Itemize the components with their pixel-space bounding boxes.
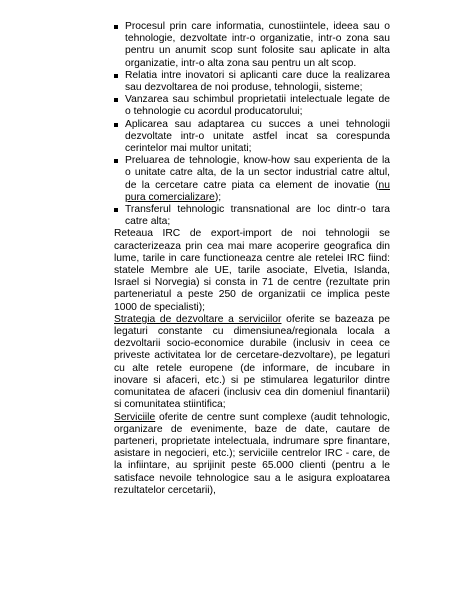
bullet-item-4 xyxy=(114,119,390,156)
strategy-text: oferite se bazeaza pe legaturi constante cu dimensiunea/regionala locala a dezvoltarii socio-economice durabile (inclusiv in ceea ce priveste activitatea lor de cercetare-dezvoltare), pe legaturi cu alte retele europene (de informare, de incubare in inovare si afaceri, etc.) si pe stimularea legaturilor dintre comunitatea de afaceri (inclusiv cea din domeniul finantarii) si comunitatea stiintifica; xyxy=(114,313,390,411)
bullet-text: Preluarea de tehnologie, know-how sau experienta de la o unitate catre alta, de la un sector industrial catre altul, de la cercetare catre piata ca element de inovatie ( xyxy=(125,155,390,191)
bullet-item-1 xyxy=(114,21,390,70)
bullet-text: Procesul prin care informatia, cunostiintele, ideea sau o tehnologie, dezvoltate intr-o organizatie, intr-o zona sau pentru un anumit scop sunt folosite sau aplicate in alta organizatie, intr-o alta zona sau pentru un alt scop. xyxy=(125,21,390,69)
services-paragraph xyxy=(114,412,390,497)
square-bullet-icon xyxy=(114,25,118,29)
document-page xyxy=(114,21,390,497)
square-bullet-icon xyxy=(114,159,118,163)
bullet-list xyxy=(114,21,390,228)
underlined-phrase: nu pura comercializare xyxy=(125,179,390,203)
bullet-text: Relatia intre inovatori si aplicanti care duce la realizarea sau dezvoltarea de noi produse, tehnologii, sisteme; xyxy=(125,69,390,94)
services-text: oferite de centre sunt complexe (audit tehnologic, organizare de evenimente, baze de date, cautare de parteneri, proprietate intelectuala, indrumare spre finantare, asistare in negocieri, etc.); serviciile centrelor IRC - care, de la infiintare, au sprijinit peste 65.000 clienti (pentru a le satisface nevoile tehnologice sau a le asigura exploatarea rezultatelor cercetarii), xyxy=(114,411,390,496)
bullet-text: Transferul tehnologic transnational are loc dintr-o tara catre alta; xyxy=(125,204,390,228)
strategy-paragraph xyxy=(114,314,390,412)
bullet-item-5 xyxy=(114,155,390,204)
bullet-item-6 xyxy=(114,204,390,228)
services-heading: Serviciile xyxy=(114,411,156,423)
bullet-text-end: ); xyxy=(214,191,222,203)
square-bullet-icon xyxy=(114,74,118,78)
bullet-item-2 xyxy=(114,70,390,94)
square-bullet-icon xyxy=(114,208,118,212)
bullet-item-3 xyxy=(114,94,390,118)
strategy-heading: Strategia de dezvoltare a serviciilor xyxy=(114,313,282,325)
bullet-text: Vanzarea sau schimbul proprietatii intelectuale legate de o tehnologie cu acordul producatorului; xyxy=(125,94,390,118)
square-bullet-icon xyxy=(114,98,118,102)
network-paragraph: Reteaua IRC de export-import de noi tehnologii se caracterizeaza prin cea mai mare acoperire geografica din lume, tarile in care functioneaza centre ale retelei IRC fiind: statele Membre ale UE, tarile asociate, Elvetia, Islanda, Israel si Norvegia) si consta in 71 de centre (rezultate prin parteneriatul a peste 250 de organizatii ce implica peste 1000 de specialisti); xyxy=(114,228,390,313)
bullet-text: Aplicarea sau adaptarea cu succes a unei tehnologii dezvoltate intr-o unitate astfel incat sa corespunda cerintelor mai multor unitati; xyxy=(125,118,390,155)
square-bullet-icon xyxy=(114,123,118,127)
